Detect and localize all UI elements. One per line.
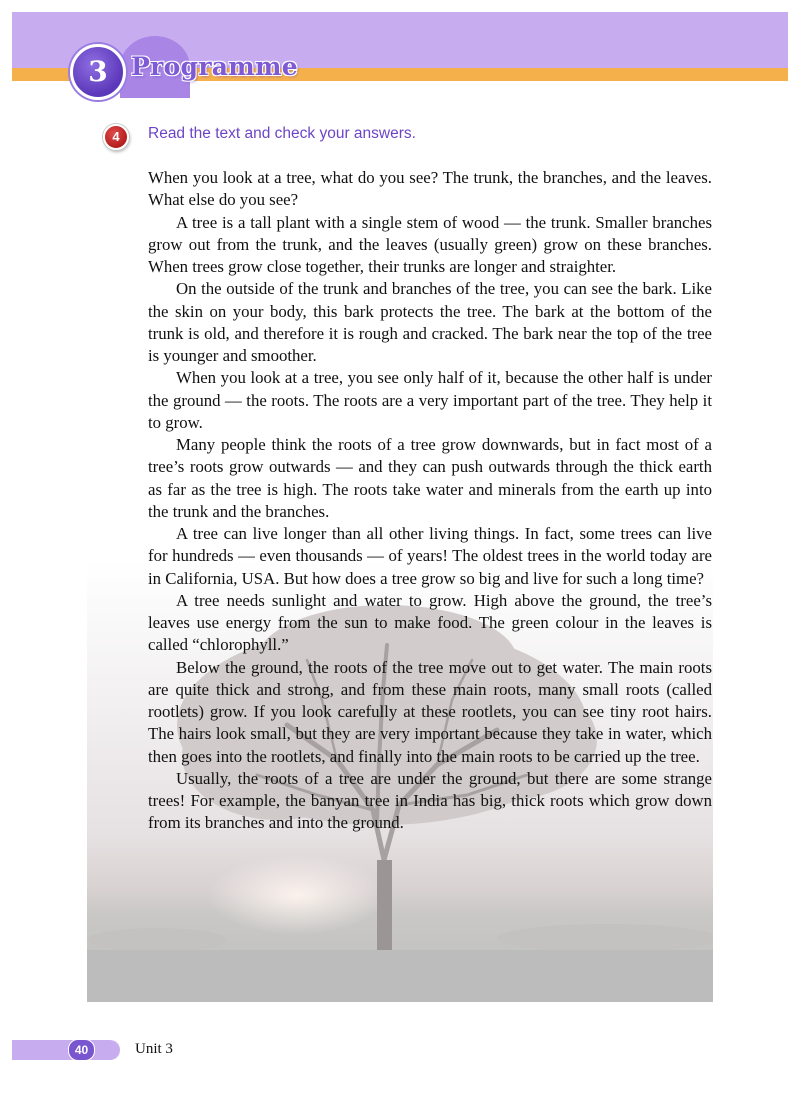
- footer-bar: [12, 1040, 120, 1060]
- article-paragraph: When you look at a tree, you see only half of it, because the other half is under the ground — the roots. The roots are a very important part of the tree. They help it to grow.: [148, 368, 712, 432]
- article-paragraph: Many people think the roots of a tree grow downwards, but in fact most of a tree’s roots grow outwards — and they can push outwards through the thick earth as far as the tree is high. The roots take water and minerals from the earth up into the trunk and the branches.: [148, 435, 712, 521]
- unit-number-badge: 3: [70, 44, 126, 100]
- article-paragraph: A tree is a tall plant with a single stem of wood — the trunk. Smaller branches grow out from the trunk, and the leaves (usually green) grow on these branches. When trees grow close together, their trunks are longer and straighter.: [148, 212, 712, 276]
- article-body: [148, 167, 712, 835]
- task-number-badge: 4: [103, 124, 129, 150]
- page-number: 40: [68, 1039, 95, 1061]
- article-paragraph: A tree needs sunlight and water to grow. High above the ground, the tree’s leaves use energy from the sun to make food. The green colour in the leaves is called “chlorophyll.”: [148, 590, 712, 655]
- article-paragraph: Below the ground, the roots of the tree move out to get water. The main roots are quite thick and strong, and from these main roots, many small roots (called rootlets) grow. If you look carefully at these rootlets, you can see tiny root hairs. The hairs look small, but they are very important because they take in water, which then goes into the rootlets, and finally into the main roots to be carried up the tree.: [148, 657, 712, 766]
- task-instruction: Read the text and check your answers.: [148, 125, 416, 142]
- section-title: Programme: [131, 52, 299, 81]
- article-paragraph: A tree can live longer than all other living things. In fact, some trees can live for hundreds — even thousands — of years! The oldest trees in the world today are in California, USA. But how does a tree grow so big and live for such a long time?: [148, 524, 712, 588]
- article-paragraph: On the outside of the trunk and branches of the tree, you can see the bark. Like the skin on your body, this bark protects the tree. The bark at the bottom of the trunk is old, and therefore it is rough and cracked. The bark near the top of the tree is younger and smoother.: [148, 279, 712, 365]
- article-paragraph: Usually, the roots of a tree are under the ground, but there are some strange trees! For example, the banyan tree in India has big, thick roots which grow down from its branches and into the ground.: [148, 768, 712, 833]
- article-paragraph: When you look at a tree, what do you see? The trunk, the branches, and the leaves. What else do you see?: [148, 168, 712, 210]
- unit-label: Unit 3: [135, 1041, 173, 1057]
